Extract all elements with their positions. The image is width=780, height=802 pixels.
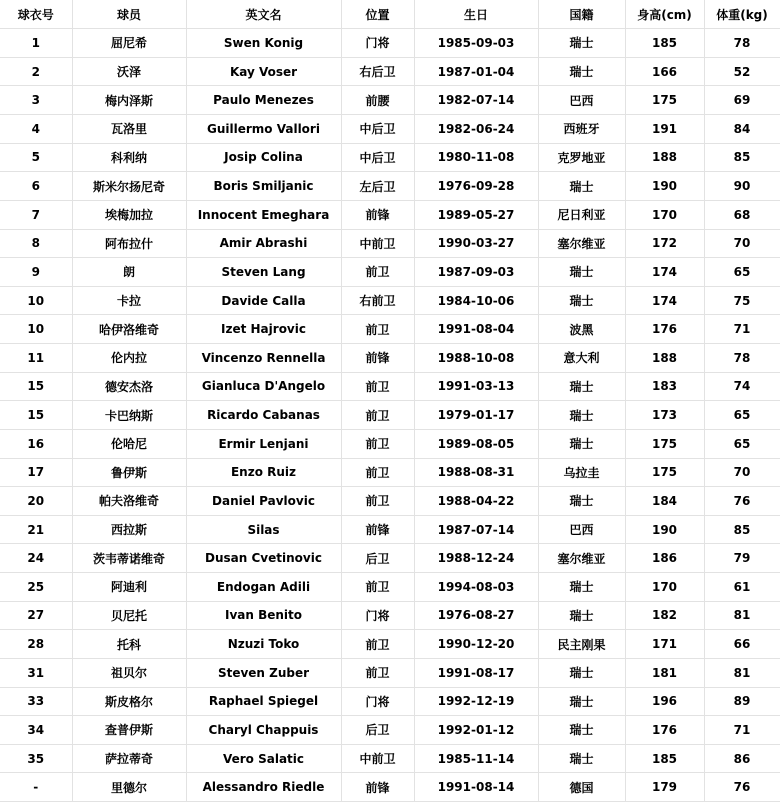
table-cell: Silas <box>186 515 341 544</box>
table-row <box>0 716 780 745</box>
table-cell: 右后卫 <box>341 57 414 86</box>
table-cell: 175 <box>625 429 704 458</box>
table-cell: 前锋 <box>341 773 414 802</box>
table-cell: 朗 <box>72 258 186 287</box>
table-cell: Ricardo Cabanas <box>186 401 341 430</box>
table-row <box>0 172 780 201</box>
table-cell: 瑞士 <box>538 716 625 745</box>
table-cell: 后卫 <box>341 544 414 573</box>
table-cell: 前卫 <box>341 372 414 401</box>
table-cell: 祖贝尔 <box>72 658 186 687</box>
table-cell: Vero Salatic <box>186 744 341 773</box>
table-cell: 1992-01-12 <box>414 716 538 745</box>
table-cell: 瑞士 <box>538 172 625 201</box>
table-row <box>0 286 780 315</box>
table-cell: 1976-09-28 <box>414 172 538 201</box>
table-cell: Gianluca D'Angelo <box>186 372 341 401</box>
table-cell: 民主刚果 <box>538 630 625 659</box>
table-cell: 25 <box>0 573 72 602</box>
table-cell: 1985-09-03 <box>414 29 538 58</box>
table-cell: Raphael Spiegel <box>186 687 341 716</box>
table-row <box>0 229 780 258</box>
table-cell: 69 <box>704 86 780 115</box>
table-cell: 1987-09-03 <box>414 258 538 287</box>
table-cell: 阿迪利 <box>72 573 186 602</box>
table-cell: 11 <box>0 344 72 373</box>
table-cell: 1976-08-27 <box>414 601 538 630</box>
table-row <box>0 458 780 487</box>
table-cell: 170 <box>625 573 704 602</box>
table-cell: 28 <box>0 630 72 659</box>
table-cell: 阿布拉什 <box>72 229 186 258</box>
table-cell: Steven Zuber <box>186 658 341 687</box>
table-cell: 右前卫 <box>341 286 414 315</box>
table-cell: 184 <box>625 487 704 516</box>
table-cell: Swen Konig <box>186 29 341 58</box>
table-cell: 182 <box>625 601 704 630</box>
table-cell: 1987-01-04 <box>414 57 538 86</box>
table-cell: 科利纳 <box>72 143 186 172</box>
table-cell: 1982-06-24 <box>414 115 538 144</box>
table-cell: 16 <box>0 429 72 458</box>
table-cell: 174 <box>625 286 704 315</box>
table-row <box>0 200 780 229</box>
table-cell: 后卫 <box>341 716 414 745</box>
table-cell: 前锋 <box>341 200 414 229</box>
table-cell: 65 <box>704 429 780 458</box>
table-cell: 塞尔维亚 <box>538 544 625 573</box>
table-cell: 瑞士 <box>538 487 625 516</box>
table-cell: 1987-07-14 <box>414 515 538 544</box>
table-cell: 17 <box>0 458 72 487</box>
table-cell: 中前卫 <box>341 744 414 773</box>
table-cell: 188 <box>625 143 704 172</box>
table-cell: Amir Abrashi <box>186 229 341 258</box>
table-cell: 185 <box>625 29 704 58</box>
table-cell: Daniel Pavlovic <box>186 487 341 516</box>
table-cell: 前卫 <box>341 630 414 659</box>
column-header-english-name: 英文名 <box>186 0 341 29</box>
table-cell: 1985-11-14 <box>414 744 538 773</box>
table-cell: 前卫 <box>341 315 414 344</box>
column-header-player: 球员 <box>72 0 186 29</box>
table-cell: 175 <box>625 458 704 487</box>
table-row <box>0 515 780 544</box>
table-row <box>0 658 780 687</box>
table-cell: 75 <box>704 286 780 315</box>
table-cell: Steven Lang <box>186 258 341 287</box>
table-cell: 瑞士 <box>538 573 625 602</box>
table-row <box>0 573 780 602</box>
table-cell: 1989-05-27 <box>414 200 538 229</box>
table-cell: 78 <box>704 344 780 373</box>
table-cell: 查普伊斯 <box>72 716 186 745</box>
table-row <box>0 429 780 458</box>
table-cell: 15 <box>0 401 72 430</box>
table-cell: 179 <box>625 773 704 802</box>
table-row <box>0 630 780 659</box>
table-cell: 33 <box>0 687 72 716</box>
table-cell: 1992-12-19 <box>414 687 538 716</box>
table-cell: 克罗地亚 <box>538 143 625 172</box>
table-cell: 前腰 <box>341 86 414 115</box>
table-row <box>0 544 780 573</box>
table-row <box>0 744 780 773</box>
table-cell: 瑞士 <box>538 687 625 716</box>
table-cell: 6 <box>0 172 72 201</box>
table-cell: 65 <box>704 258 780 287</box>
table-cell: 4 <box>0 115 72 144</box>
table-cell: 斯米尔扬尼奇 <box>72 172 186 201</box>
table-row <box>0 258 780 287</box>
table-cell: 7 <box>0 200 72 229</box>
table-cell: 瓦洛里 <box>72 115 186 144</box>
table-cell: 170 <box>625 200 704 229</box>
table-row <box>0 315 780 344</box>
table-cell: 176 <box>625 716 704 745</box>
table-cell: 70 <box>704 458 780 487</box>
table-cell: 85 <box>704 143 780 172</box>
column-header-height: 身高(cm) <box>625 0 704 29</box>
table-cell: 左后卫 <box>341 172 414 201</box>
table-cell: 帕夫洛维奇 <box>72 487 186 516</box>
table-row <box>0 401 780 430</box>
table-cell: 瑞士 <box>538 401 625 430</box>
table-row <box>0 687 780 716</box>
table-row <box>0 601 780 630</box>
column-header-position: 位置 <box>341 0 414 29</box>
table-cell: Charyl Chappuis <box>186 716 341 745</box>
table-cell: 34 <box>0 716 72 745</box>
table-cell: 西班牙 <box>538 115 625 144</box>
table-cell: 瑞士 <box>538 286 625 315</box>
table-cell: Vincenzo Rennella <box>186 344 341 373</box>
table-cell: 196 <box>625 687 704 716</box>
table-cell: 1990-12-20 <box>414 630 538 659</box>
table-cell: 里德尔 <box>72 773 186 802</box>
table-cell: 瑞士 <box>538 57 625 86</box>
table-row <box>0 773 780 802</box>
table-cell: 中前卫 <box>341 229 414 258</box>
players-table-body <box>0 29 780 802</box>
table-cell: 瑞士 <box>538 429 625 458</box>
table-cell: 巴西 <box>538 515 625 544</box>
table-row <box>0 344 780 373</box>
table-cell: 191 <box>625 115 704 144</box>
table-cell: 1989-08-05 <box>414 429 538 458</box>
table-cell: 卡拉 <box>72 286 186 315</box>
table-cell: 68 <box>704 200 780 229</box>
table-cell: 172 <box>625 229 704 258</box>
table-cell: 1979-01-17 <box>414 401 538 430</box>
table-cell: Davide Calla <box>186 286 341 315</box>
table-cell: 中后卫 <box>341 143 414 172</box>
table-cell: Boris Smiljanic <box>186 172 341 201</box>
table-cell: 175 <box>625 86 704 115</box>
table-cell: 1982-07-14 <box>414 86 538 115</box>
column-header-weight: 体重(kg) <box>704 0 780 29</box>
table-cell: 21 <box>0 515 72 544</box>
table-row <box>0 57 780 86</box>
table-cell: 3 <box>0 86 72 115</box>
table-cell: 65 <box>704 401 780 430</box>
table-cell: 1980-11-08 <box>414 143 538 172</box>
column-header-jersey: 球衣号 <box>0 0 72 29</box>
table-cell: 186 <box>625 544 704 573</box>
table-cell: Izet Hajrovic <box>186 315 341 344</box>
table-cell: 尼日利亚 <box>538 200 625 229</box>
table-cell: Alessandro Riedle <box>186 773 341 802</box>
table-cell: 前卫 <box>341 487 414 516</box>
table-cell: 西拉斯 <box>72 515 186 544</box>
table-cell: 90 <box>704 172 780 201</box>
table-cell: 74 <box>704 372 780 401</box>
table-cell: 79 <box>704 544 780 573</box>
table-cell: 31 <box>0 658 72 687</box>
table-row <box>0 86 780 115</box>
table-cell: 1988-12-24 <box>414 544 538 573</box>
table-cell: Nzuzi Toko <box>186 630 341 659</box>
table-cell: 意大利 <box>538 344 625 373</box>
table-cell: 1991-03-13 <box>414 372 538 401</box>
table-cell: 前卫 <box>341 573 414 602</box>
table-cell: 8 <box>0 229 72 258</box>
table-cell: 乌拉圭 <box>538 458 625 487</box>
table-cell: 174 <box>625 258 704 287</box>
table-cell: Enzo Ruiz <box>186 458 341 487</box>
table-cell: 中后卫 <box>341 115 414 144</box>
table-cell: 71 <box>704 716 780 745</box>
table-cell: 78 <box>704 29 780 58</box>
table-cell: 1984-10-06 <box>414 286 538 315</box>
table-cell: Kay Voser <box>186 57 341 86</box>
table-cell: 巴西 <box>538 86 625 115</box>
table-cell: 波黑 <box>538 315 625 344</box>
table-cell: 伦哈尼 <box>72 429 186 458</box>
table-cell: 埃梅加拉 <box>72 200 186 229</box>
table-cell: 89 <box>704 687 780 716</box>
table-cell: 1 <box>0 29 72 58</box>
header-row <box>0 0 780 29</box>
table-cell: 梅内泽斯 <box>72 86 186 115</box>
table-cell: Josip Colina <box>186 143 341 172</box>
table-cell: 瑞士 <box>538 744 625 773</box>
table-cell: Ivan Benito <box>186 601 341 630</box>
table-cell: 84 <box>704 115 780 144</box>
table-cell: 门将 <box>341 687 414 716</box>
table-cell: 1988-04-22 <box>414 487 538 516</box>
table-cell: 70 <box>704 229 780 258</box>
table-cell: 托科 <box>72 630 186 659</box>
table-cell: 190 <box>625 515 704 544</box>
table-cell: 71 <box>704 315 780 344</box>
table-cell: 前卫 <box>341 429 414 458</box>
table-cell: Ermir Lenjani <box>186 429 341 458</box>
table-cell: Endogan Adili <box>186 573 341 602</box>
table-cell: 24 <box>0 544 72 573</box>
column-header-nationality: 国籍 <box>538 0 625 29</box>
table-cell: 85 <box>704 515 780 544</box>
table-cell: 茨韦蒂诺维奇 <box>72 544 186 573</box>
table-cell: 前卫 <box>341 658 414 687</box>
table-cell: 卡巴纳斯 <box>72 401 186 430</box>
table-cell: 173 <box>625 401 704 430</box>
table-cell: 前锋 <box>341 344 414 373</box>
table-cell: 10 <box>0 286 72 315</box>
table-cell: 沃泽 <box>72 57 186 86</box>
table-cell: 171 <box>625 630 704 659</box>
table-cell: 鲁伊斯 <box>72 458 186 487</box>
table-cell: 76 <box>704 773 780 802</box>
table-cell: 15 <box>0 372 72 401</box>
table-cell: 9 <box>0 258 72 287</box>
table-cell: 1988-10-08 <box>414 344 538 373</box>
table-cell: 1991-08-14 <box>414 773 538 802</box>
table-cell: 2 <box>0 57 72 86</box>
table-cell: Dusan Cvetinovic <box>186 544 341 573</box>
table-cell: 35 <box>0 744 72 773</box>
table-cell: 76 <box>704 487 780 516</box>
table-cell: 166 <box>625 57 704 86</box>
table-cell: 185 <box>625 744 704 773</box>
table-cell: 塞尔维亚 <box>538 229 625 258</box>
table-cell: 瑞士 <box>538 372 625 401</box>
table-cell: 10 <box>0 315 72 344</box>
table-cell: 前卫 <box>341 401 414 430</box>
table-cell: 181 <box>625 658 704 687</box>
table-cell: 188 <box>625 344 704 373</box>
table-row <box>0 372 780 401</box>
table-cell: 贝尼托 <box>72 601 186 630</box>
table-cell: Innocent Emeghara <box>186 200 341 229</box>
table-cell: 183 <box>625 372 704 401</box>
table-cell: 前卫 <box>341 458 414 487</box>
table-row <box>0 487 780 516</box>
table-cell: 5 <box>0 143 72 172</box>
table-cell: - <box>0 773 72 802</box>
table-cell: 门将 <box>341 29 414 58</box>
table-cell: 81 <box>704 658 780 687</box>
table-cell: 前锋 <box>341 515 414 544</box>
table-cell: 86 <box>704 744 780 773</box>
table-cell: 瑞士 <box>538 29 625 58</box>
table-cell: 1990-03-27 <box>414 229 538 258</box>
table-cell: 屈尼希 <box>72 29 186 58</box>
table-row <box>0 143 780 172</box>
table-cell: 61 <box>704 573 780 602</box>
table-row <box>0 115 780 144</box>
table-cell: 66 <box>704 630 780 659</box>
table-cell: 1988-08-31 <box>414 458 538 487</box>
table-cell: 27 <box>0 601 72 630</box>
table-cell: 20 <box>0 487 72 516</box>
table-cell: 1991-08-04 <box>414 315 538 344</box>
table-cell: 瑞士 <box>538 258 625 287</box>
table-cell: 门将 <box>341 601 414 630</box>
table-cell: Paulo Menezes <box>186 86 341 115</box>
table-cell: 瑞士 <box>538 601 625 630</box>
table-cell: 德国 <box>538 773 625 802</box>
table-cell: 1994-08-03 <box>414 573 538 602</box>
column-header-birthday: 生日 <box>414 0 538 29</box>
table-cell: 瑞士 <box>538 658 625 687</box>
table-cell: 哈伊洛维奇 <box>72 315 186 344</box>
table-row <box>0 29 780 58</box>
table-cell: 52 <box>704 57 780 86</box>
table-cell: 1991-08-17 <box>414 658 538 687</box>
table-cell: 伦内拉 <box>72 344 186 373</box>
table-cell: 81 <box>704 601 780 630</box>
table-cell: 176 <box>625 315 704 344</box>
table-cell: 萨拉蒂奇 <box>72 744 186 773</box>
table-cell: 斯皮格尔 <box>72 687 186 716</box>
table-cell: 前卫 <box>341 258 414 287</box>
table-cell: 190 <box>625 172 704 201</box>
table-cell: 德安杰洛 <box>72 372 186 401</box>
table-cell: Guillermo Vallori <box>186 115 341 144</box>
